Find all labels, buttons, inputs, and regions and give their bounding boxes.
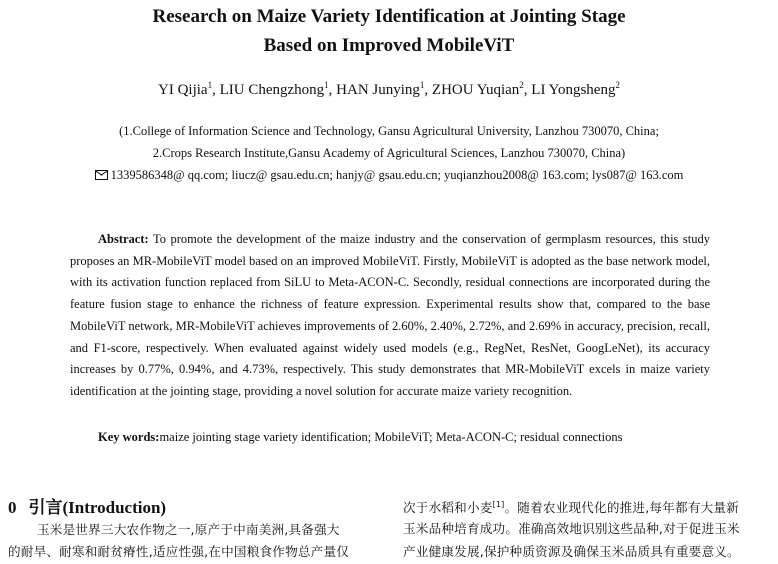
author-name: LI Yongsheng	[531, 82, 616, 98]
envelope-icon	[95, 170, 108, 180]
author-name: YI Qijia	[158, 82, 208, 98]
email-addresses: 1339586348@ qq.com; liucz@ gsau.edu.cn; hanjy@ gsau.edu.cn; yuqianzhou2008@ 163.com; lys087@ 163.com	[110, 168, 684, 182]
intro-left-line-1: 玉米是世界三大农作物之一,原产于中南美洲,具备强大	[37, 522, 340, 537]
abstract	[70, 229, 710, 403]
intro-right-text: 次于水稻和小麦	[403, 500, 493, 515]
keywords	[98, 429, 622, 445]
citation-ref: [1]	[492, 500, 505, 509]
section-title-en: (Introduction)	[62, 498, 167, 517]
section-title-cn: 引言	[28, 498, 63, 518]
author-affiliation-mark: 2	[519, 80, 524, 90]
author-name: HAN Junying	[336, 82, 420, 98]
affiliation-line-2: 2.Crops Research Institute,Gansu Academy of Agricultural Sciences, Lanzhou 730070, China)	[152, 146, 626, 160]
affiliation-line-1: (1.College of Information Science and Technology, Gansu Agricultural University, Lanzhou 730070, China;	[119, 124, 659, 138]
author-affiliation-mark: 1	[207, 80, 213, 90]
intro-left-line-2: 的耐旱、耐寒和耐贫瘠性,适应性强,在中国粮食作物总产量仅	[8, 544, 350, 559]
paper-title-line-1: Research on Maize Variety Identification at Jointing Stage	[152, 6, 626, 27]
abstract-text: To promote the development of the maize industry and the conservation of germplasm resources, this study proposes an MR-MobileViT model based on an improved MobileViT. Firstly, MobileViT is adopted as the base network model, with its activation function replaced from SiLU to Meta-ACON-C. Secondly, residual connections are incorporated during the feature fusion stage to enhance the richness of feature expression. Experimental results show that, compared to the base MobileViT network, MR-MobileViT achieves improvements of 2.60%, 2.40%, 2.72%, and 2.69% in accuracy, precision, recall, and F1-score, respectively. When evaluated against widely used models (e.g., RegNet, ResNet, GoogLeNet), its accuracy increases by 0.77%, 0.94%, and 4.73%, respectively. This study demonstrates that MR-MobileViT excels in maize variety identification at the jointing stage, providing a novel solution for accurate maize variety recognition.	[70, 232, 710, 398]
keywords-text: maize jointing stage variety identification; MobileViT; Meta-ACON-C; residual connections	[159, 430, 623, 444]
author-affiliation-mark: 1	[324, 80, 329, 90]
section-number: 0	[8, 498, 17, 517]
author-name: ZHOU Yuqian	[431, 82, 520, 98]
keywords-label: Key words:	[98, 430, 160, 444]
email-line	[0, 167, 778, 183]
intro-right-line-1	[403, 497, 739, 516]
author-list: YI Qijia$^1$, LIU Chengzhong$^1$, HAN Junying$^1$, ZHOU Yuqian$^2$, LI Yongsheng$^2$	[158, 80, 620, 98]
intro-right-text: 。随着农业现代化的推进,每年都有大量新	[504, 500, 739, 515]
author-name: LIU Chengzhong	[219, 82, 325, 98]
section-heading	[8, 497, 166, 519]
paper-title-line-2: Based on Improved MobileViT	[263, 35, 515, 56]
author-affiliation-mark: 2	[615, 80, 620, 90]
abstract-label: Abstract:	[98, 232, 149, 246]
intro-right-line-2: 玉米品种培育成功。准确高效地识别这些品种,对于促进玉米	[403, 521, 740, 536]
author-affiliation-mark: 1	[419, 80, 425, 90]
intro-right-line-3: 产业健康发展,保护种质资源及确保玉米品质具有重要意义。	[403, 544, 740, 559]
